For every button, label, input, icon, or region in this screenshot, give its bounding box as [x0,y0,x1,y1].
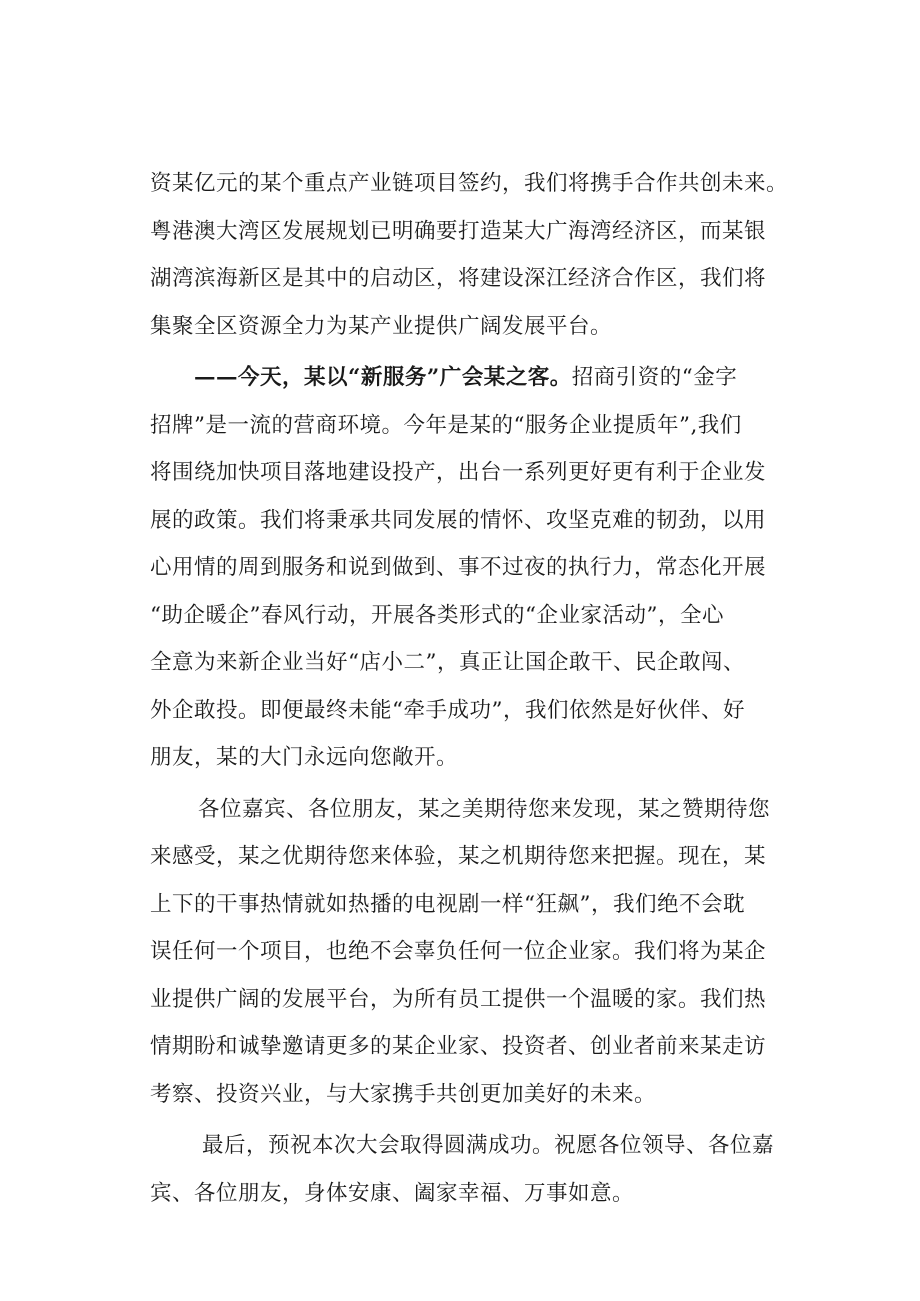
text-line: 来感受，某之优期待您来体验，某之机期待您来把握。现在，某 [150,844,767,869]
text-line: 粤港澳大湾区发展规划已明确要打造某大广海湾经济区，而某银 [150,218,767,244]
text-line: 招牌”是一流的营商环境。今年是某的“服务企业提质年”,我们 [150,412,742,438]
text-line: 情期盼和诚挚邀请更多的某企业家、投资者、创业者前来某走访 [150,1034,767,1059]
paragraph-2 [150,354,810,782]
text-line: 上下的干事热情就如热播的电视剧一样“狂飙”，我们绝不会耽 [150,891,745,917]
text-line: 最后，预祝本次大会取得圆满成功。祝愿各位领导、各位嘉 [202,1133,775,1158]
text-line: 外企敢投。即便最终未能“牵手成功”，我们依然是好伙伴、好 [150,697,745,723]
text-line: “助企暖企”春风行动，开展各类形式的“企业家活动”，全心 [150,602,724,628]
paragraph-4 [150,1122,810,1217]
text-line: 业提供广阔的发展平台，为所有员工提供一个温暖的家。我们热 [150,986,767,1012]
text-line: 湖湾滨海新区是其中的启动区，将建设深江经济合作区，我们将 [150,266,767,291]
text-line: 心用情的周到服务和说到做到、事不过夜的执行力，常态化开展 [150,555,767,580]
text-line: 资某亿元的某个重点产业链项目签约，我们将携手合作共创未来。 [150,171,789,196]
text-line: 各位嘉宾、各位朋友，某之美期待您来发现，某之赞期待您 [198,796,771,822]
text-line: 将围绕加快项目落地建设投产，出台一系列更好更有利于企业发 [150,460,767,485]
text-line: 集聚全区资源全力为某产业提供广阔发展平台。 [150,313,613,339]
paragraph-heading: ——今天，某以“新服务”广会某之客。 [194,365,572,390]
text-line [150,354,810,402]
text-line: 宾、各位朋友，身体安康、阖家幸福、万事如意。 [150,1180,635,1206]
paragraph-1 [150,160,810,350]
text-run: 招商引资的“金字 [571,365,738,390]
text-line: 展的政策。我们将秉承共同发展的情怀、攻坚克难的韧劲，以用 [150,507,767,533]
text-line: 考察、投资兴业，与大家携手共创更加美好的未来。 [150,1081,657,1107]
text-line: 朋友，某的大门永远向您敞开。 [150,745,459,770]
paragraph-3 [150,786,810,1119]
text-line: 全意为来新企业当好“店小二”，真正让国企敢干、民企敢闯、 [150,650,745,675]
text-line: 误任何一个项目，也绝不会辜负任何一位企业家。我们将为某企 [150,939,767,964]
document-body [150,160,810,1217]
